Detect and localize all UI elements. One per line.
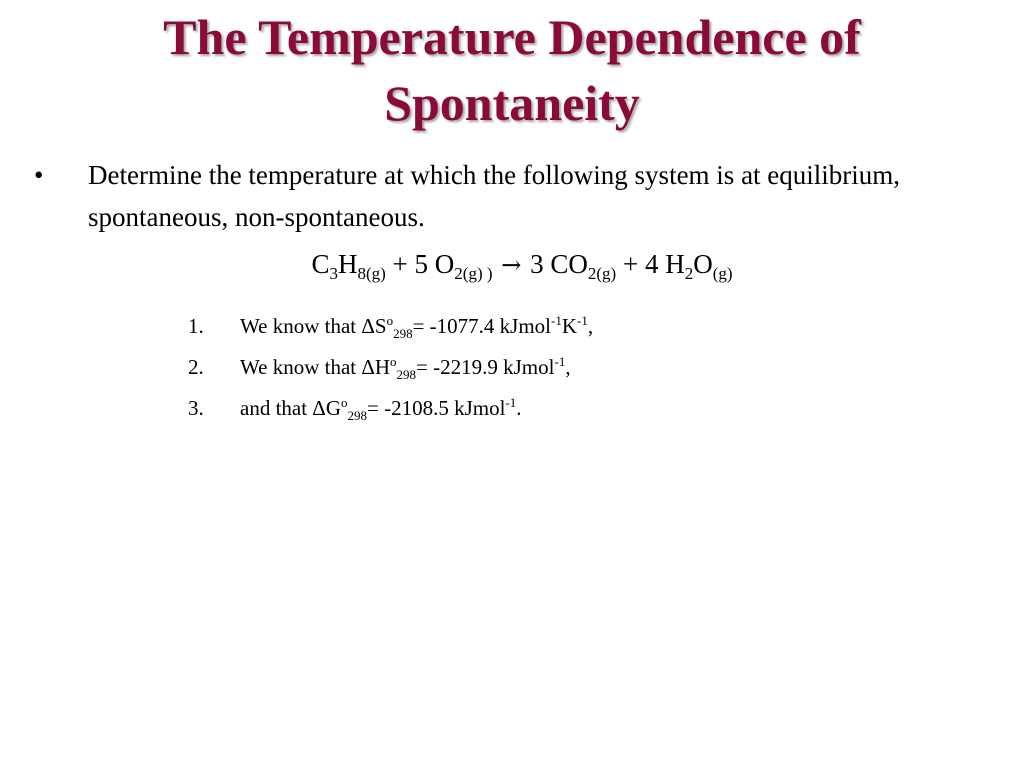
equation-water-h: + 4 H <box>616 249 685 279</box>
fact-temperature: 298 <box>393 326 413 341</box>
fact-standard-state: o <box>340 395 348 410</box>
slide-title-line-1: The Temperature Dependence of <box>163 9 861 65</box>
equation-propane-h: H <box>337 249 358 279</box>
equation-sub: 8(g) <box>357 264 386 283</box>
equation-sub: (g) <box>712 264 733 283</box>
bullet-text: Determine the temperature at which the following system is at equilibrium, spontaneous, non-spontaneous. <box>88 160 901 232</box>
fact-temperature: 298 <box>347 408 367 423</box>
equation-oxygen: + 5 O <box>385 249 455 279</box>
equation-sub: 2 <box>684 264 694 283</box>
fact-standard-state: o <box>390 354 397 369</box>
fact-number: 1. <box>188 314 204 338</box>
slide-title-line-2: Spontaneity <box>384 75 640 131</box>
fact-exponent: -1 <box>551 313 562 328</box>
slide-title <box>20 4 1004 136</box>
reaction-arrow-icon: → <box>501 251 522 279</box>
equation-sub: 2(g) ) <box>454 264 493 283</box>
fact-item-gibbs <box>188 388 593 429</box>
equation-sub: 2(g) <box>587 264 617 283</box>
bullet-marker: • <box>34 160 44 190</box>
fact-tail: . <box>516 396 522 420</box>
equation-propane-c: C <box>311 249 330 279</box>
fact-exponent: -1 <box>577 313 588 328</box>
fact-lead: We know that ΔH <box>240 355 391 379</box>
fact-value: = -1077.4 kJmol <box>412 314 551 338</box>
fact-item-entropy <box>188 306 593 347</box>
fact-lead: We know that ΔS <box>240 314 387 338</box>
fact-exponent: -1 <box>505 395 517 410</box>
facts-list <box>188 306 593 429</box>
fact-tail: , <box>565 355 571 379</box>
equation-co2: 3 CO <box>523 249 588 279</box>
fact-number: 3. <box>188 396 204 420</box>
fact-lead: and that ΔG <box>240 396 341 420</box>
fact-value: = -2108.5 kJmol <box>366 396 506 420</box>
fact-value: = -2219.9 kJmol <box>416 355 555 379</box>
fact-number: 2. <box>188 355 204 379</box>
fact-item-enthalpy <box>188 347 593 388</box>
fact-unit: K <box>561 314 578 338</box>
chemical-equation <box>0 244 1024 285</box>
fact-tail: , <box>587 314 594 338</box>
fact-temperature: 298 <box>396 367 417 382</box>
equation-sub: 3 <box>329 264 338 283</box>
fact-exponent: -1 <box>554 354 566 369</box>
fact-standard-state: o <box>386 313 394 328</box>
equation-water-o: O <box>693 249 713 279</box>
